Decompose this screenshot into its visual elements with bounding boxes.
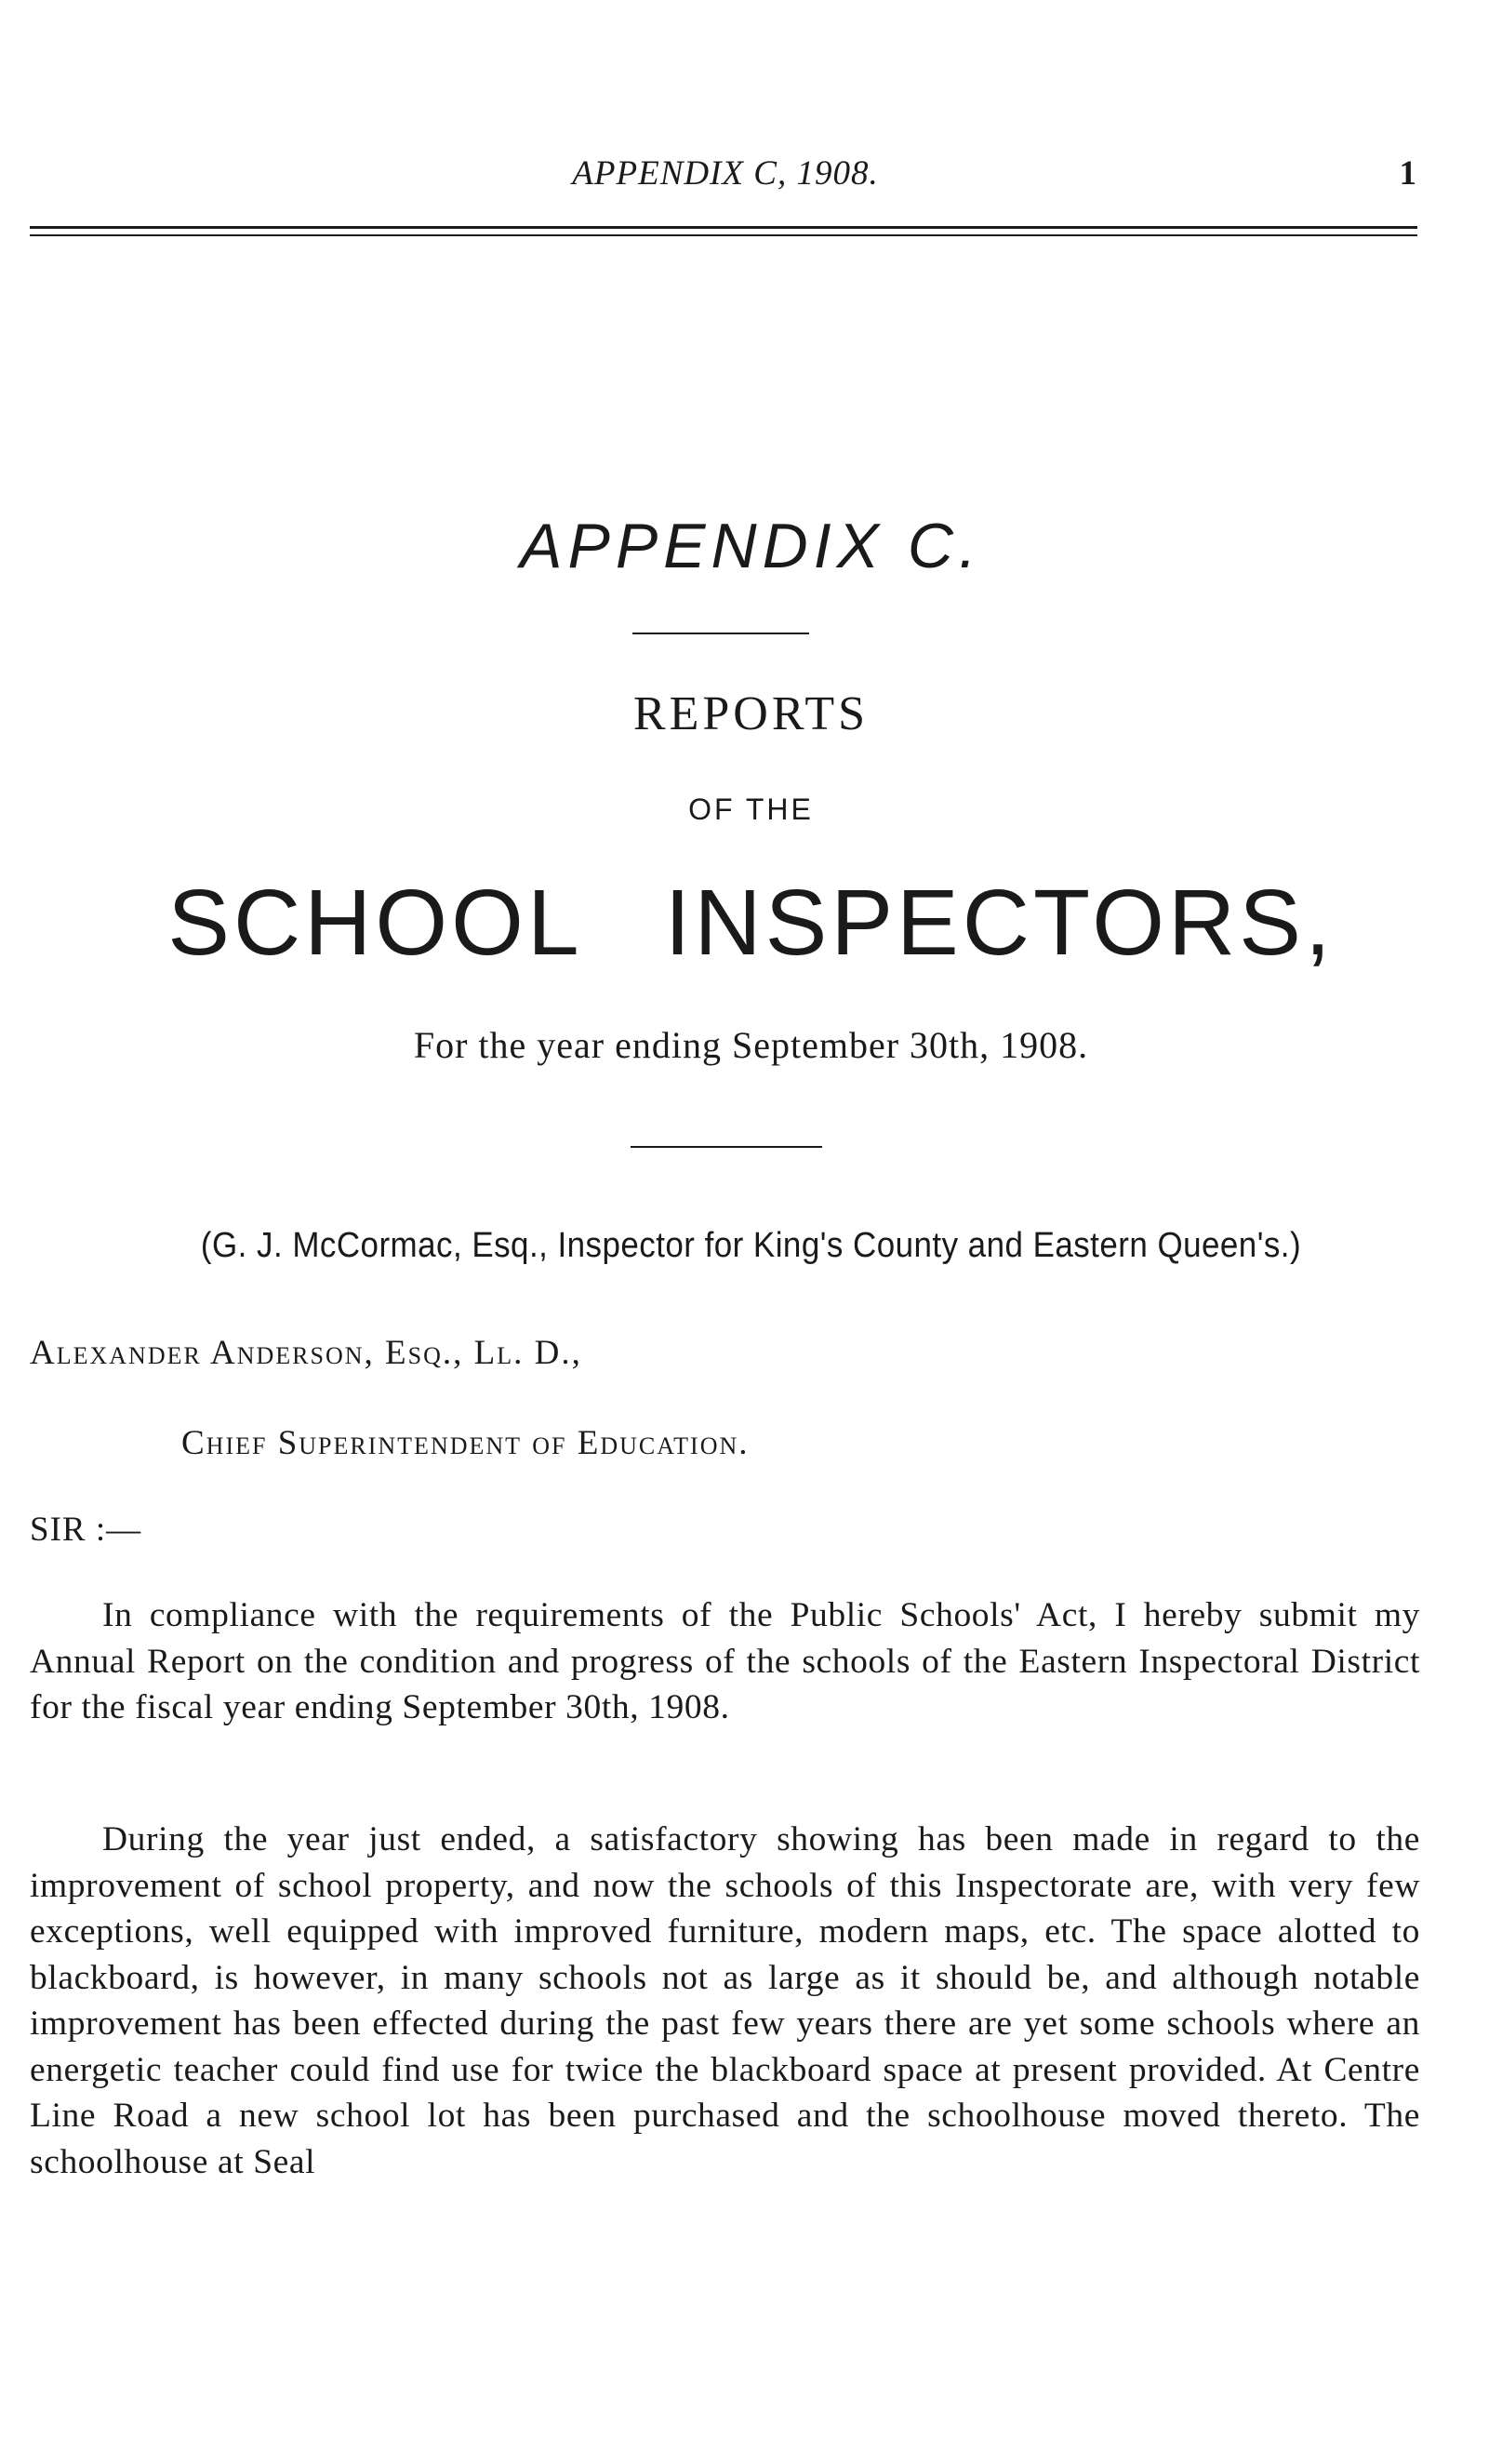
body-paragraph: During the year just ended, a satisfactory showing has been made in regard to the improvement of school property, and now the schools of this Inspectorate are, with very few exceptions, well equipped with improved furniture, modern maps, etc. The space alotted to blackboard, is however, in many schools not as large as it should be, and although notable improvement has been effected during the past few years there are yet some schools where an energetic teacher could find use for twice the blackboard space at present provided. At Centre Line Road a new school lot has been purchased and the schoolhouse moved thereto. The schoolhouse at Seal — [30, 1820, 1420, 2181]
running-header — [0, 153, 1502, 209]
addressee: Alexander Anderson, Esq., Ll. D., — [30, 1334, 582, 1372]
section-divider — [631, 1146, 822, 1148]
inspector-line: (G. J. McCormac, Esq., Inspector for King's County and Eastern Queen's.) — [200, 1226, 1302, 1265]
running-title: APPENDIX C, 1908. — [572, 154, 879, 193]
body-paragraph: In compliance with the requirements of the Public Schools' Act, I hereby submit my Annual Report on the condition and progress of the schools of the Eastern Inspectoral District for the fiscal year ending September 30th, 1908. — [30, 1596, 1420, 1726]
of-the-heading: OF THE — [688, 792, 814, 826]
addressee-title: Chief Superintendent of Education. — [181, 1424, 750, 1462]
header-double-rule — [30, 226, 1417, 236]
salutation: SIR :— — [30, 1511, 142, 1549]
school-inspectors-heading: SCHOOL INSPECTORS, — [167, 871, 1335, 975]
appendix-heading: APPENDIX C. — [520, 511, 982, 581]
reports-heading: REPORTS — [632, 687, 870, 740]
year-line: For the year ending September 30th, 1908. — [413, 1024, 1089, 1066]
title-divider — [632, 633, 809, 634]
page-number: 1 — [1399, 154, 1416, 193]
